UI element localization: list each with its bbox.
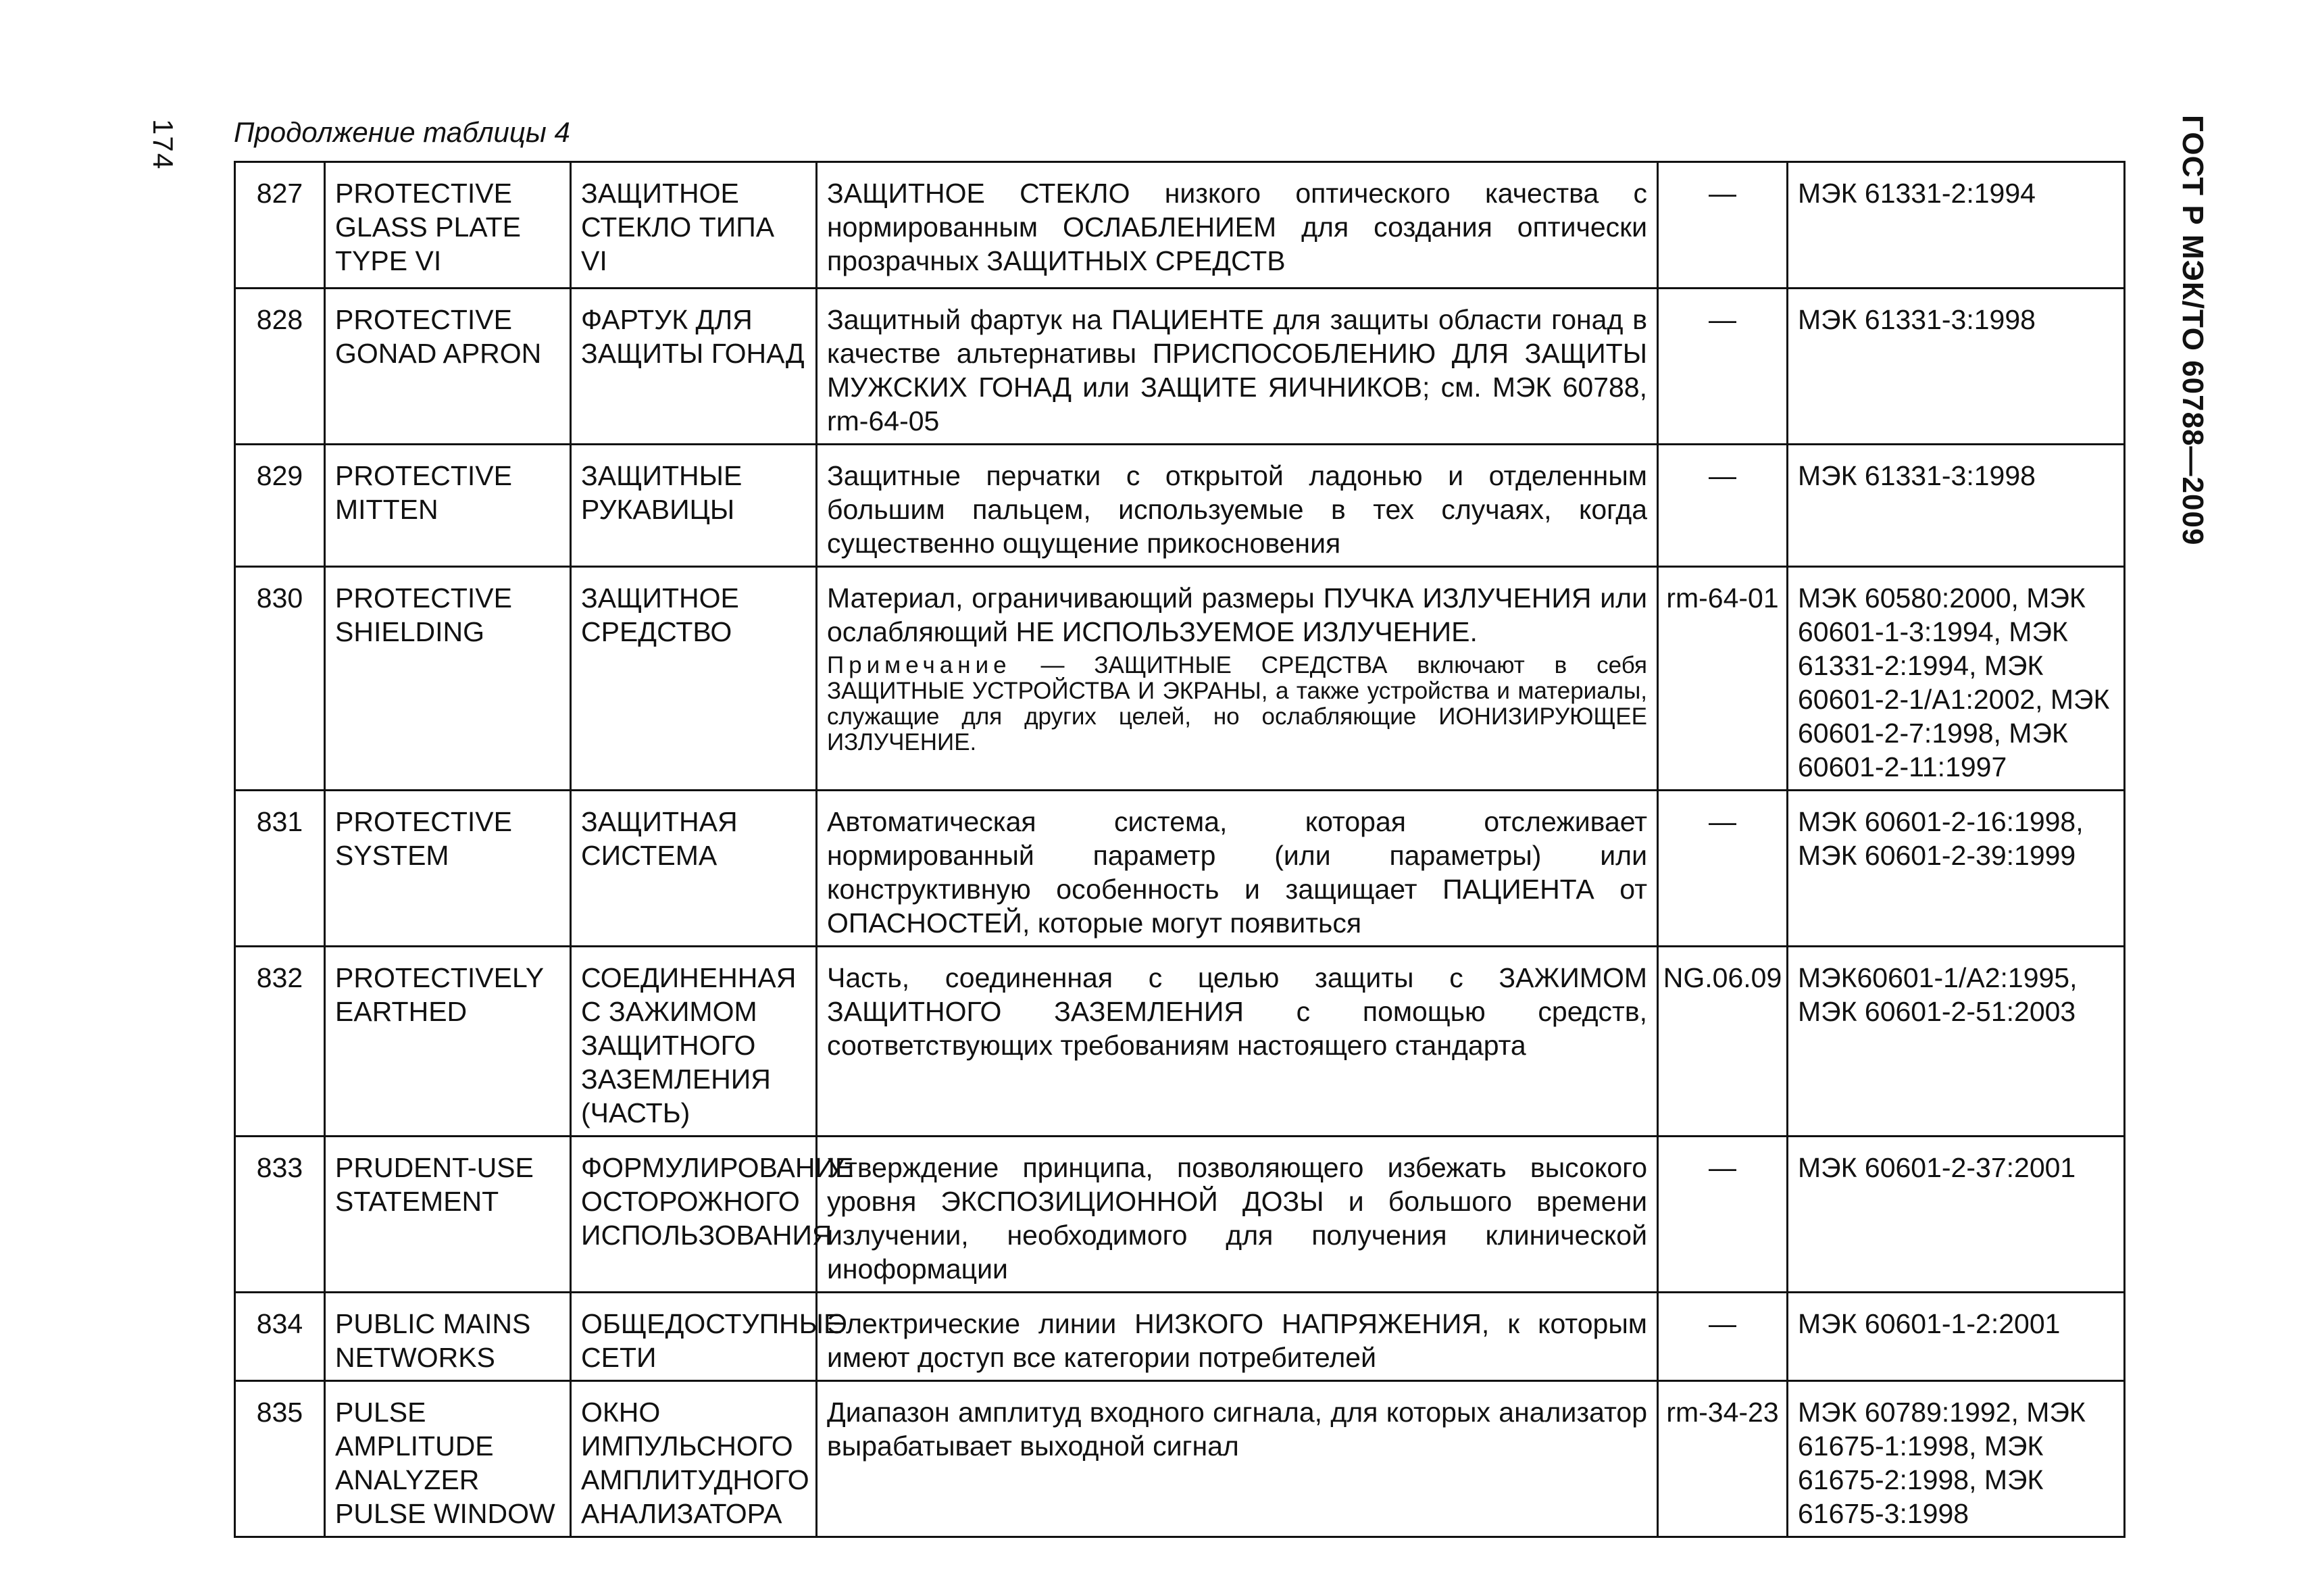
term-russian: ЗАЩИТНОЕ СТЕКЛО ТИПА VI [571, 162, 817, 289]
term-number: 828 [235, 289, 325, 445]
term-standards: МЭК60601-1/А2:1995, МЭК 60601-2-51:2003 [1788, 947, 2125, 1137]
document-code: ГОСТ Р МЭК/ТО 60788—2009 [2176, 115, 2209, 546]
term-russian: ЗАЩИТНОЕ СРЕДСТВО [571, 567, 817, 791]
note-text: — ЗАЩИТНЫЕ СРЕДСТВА включают в себя ЗАЩИТНЫЕ УСТРОЙСТВА И ЭКРАНЫ, а также устройства и материалы, служащие для других целей, но ослабляющие ИОНИЗИРУЮЩЕЕ ИЗЛУЧЕНИЕ. [827, 652, 1647, 755]
definition-text: Защитные перчатки с открытой ладонью и отделенным большим пальцем, используемые в тех случаях, когда существенно ощущение прикосновения [827, 460, 1647, 559]
note-label: Примечание [827, 652, 1011, 678]
term-russian: ФАРТУК ДЛЯ ЗАЩИТЫ ГОНАД [571, 289, 817, 445]
term-english: PROTECTIVE SYSTEM [325, 791, 571, 947]
definition-note [827, 653, 1647, 755]
term-definition [817, 1293, 1658, 1381]
term-russian: ОКНО ИМПУЛЬСНОГО АМПЛИТУДНОГО АНАЛИЗАТОРА [571, 1381, 817, 1537]
term-english: PROTECTIVE GLASS PLATE TYPE VI [325, 162, 571, 289]
definition-text: Материал, ограничивающий размеры ПУЧКА ИЗЛУЧЕНИЯ или ослабляющий НЕ ИСПОЛЬЗУЕМОЕ ИЗЛУЧЕНИЕ. [827, 582, 1647, 647]
table-row [235, 791, 2125, 947]
term-reference: — [1658, 1293, 1788, 1381]
term-reference: — [1658, 162, 1788, 289]
term-russian: ОБЩЕДОСТУПНЫЕ СЕТИ [571, 1293, 817, 1381]
term-definition [817, 947, 1658, 1137]
term-standards: МЭК 60580:2000, МЭК 60601-1-3:1994, МЭК 61331-2:1994, МЭК 60601-2-1/А1:2002, МЭК 60601-2-7:1998, МЭК 60601-2-11:1997 [1788, 567, 2125, 791]
definition-text: ЗАЩИТНОЕ СТЕКЛО низкого оптического качества с нормированным ОСЛАБЛЕНИЕМ для создания оптически прозрачных ЗАЩИТНЫХ СРЕДСТВ [827, 178, 1647, 276]
term-definition [817, 567, 1658, 791]
term-english: PUBLIC MAINS NETWORKS [325, 1293, 571, 1381]
term-reference: — [1658, 289, 1788, 445]
definition-text: Электрические линии НИЗКОГО НАПРЯЖЕНИЯ, к которым имеют доступ все категории потребителей [827, 1308, 1647, 1373]
table-row [235, 1137, 2125, 1293]
table-row [235, 1293, 2125, 1381]
table-row [235, 445, 2125, 567]
term-number: 834 [235, 1293, 325, 1381]
term-reference: rm-34-23 [1658, 1381, 1788, 1537]
term-number: 835 [235, 1381, 325, 1537]
terms-table [234, 161, 2126, 1538]
term-reference: — [1658, 445, 1788, 567]
term-number: 829 [235, 445, 325, 567]
term-standards: МЭК 60601-2-16:1998, МЭК 60601-2-39:1999 [1788, 791, 2125, 947]
term-number: 833 [235, 1137, 325, 1293]
term-reference: — [1658, 791, 1788, 947]
term-reference: — [1658, 1137, 1788, 1293]
term-number: 832 [235, 947, 325, 1137]
term-number: 831 [235, 791, 325, 947]
term-definition [817, 289, 1658, 445]
table-row [235, 947, 2125, 1137]
term-russian: ЗАЩИТНАЯ СИСТЕМА [571, 791, 817, 947]
definition-text: Диапазон амплитуд входного сигнала, для которых анализатор вырабатывает выходной сигнал [827, 1397, 1647, 1462]
term-definition [817, 162, 1658, 289]
term-english: PROTECTIVE MITTEN [325, 445, 571, 567]
term-number: 830 [235, 567, 325, 791]
definition-text: Утверждение принципа, позволяющего избежать высокого уровня ЭКСПОЗИЦИОННОЙ ДОЗЫ и большого времени излучении, необходимого для получения клинической иноформации [827, 1152, 1647, 1285]
term-reference: NG.06.09 [1658, 947, 1788, 1137]
table-row [235, 1381, 2125, 1537]
term-russian: ЗАЩИТНЫЕ РУКАВИЦЫ [571, 445, 817, 567]
term-english: PROTECTIVELY EARTHED [325, 947, 571, 1137]
term-definition [817, 445, 1658, 567]
definition-text: Защитный фартук на ПАЦИЕНТЕ для защиты области гонад в качестве альтернативы ПРИСПОСОБЛЕНИЮ ДЛЯ ЗАЩИТЫ МУЖСКИХ ГОНАД или ЗАЩИТЕ ЯИЧНИКОВ; см. МЭК 60788, rm-64-05 [827, 304, 1647, 437]
table-row [235, 162, 2125, 289]
term-standards: МЭК 61331-2:1994 [1788, 162, 2125, 289]
term-english: PRUDENT-USE STATEMENT [325, 1137, 571, 1293]
term-english: PROTECTIVE GONAD APRON [325, 289, 571, 445]
term-standards: МЭК 60601-1-2:2001 [1788, 1293, 2125, 1381]
term-definition [817, 791, 1658, 947]
term-russian: ФОРМУЛИРОВАНИЕ ОСТОРОЖНОГО ИСПОЛЬЗОВАНИЯ [571, 1137, 817, 1293]
definition-text: Автоматическая система, которая отслеживает нормированный параметр (или параметры) или конструктивную особенность и защищает ПАЦИЕНТА от ОПАСНОСТЕЙ, которые могут появиться [827, 806, 1647, 939]
term-english: PROTECTIVE SHIELDING [325, 567, 571, 791]
term-standards: МЭК 60789:1992, МЭК 61675-1:1998, МЭК 61675-2:1998, МЭК 61675-3:1998 [1788, 1381, 2125, 1537]
term-standards: МЭК 61331-3:1998 [1788, 445, 2125, 567]
term-definition [817, 1381, 1658, 1537]
term-russian: СОЕДИНЕННАЯ С ЗАЖИМОМ ЗАЩИТНОГО ЗАЗЕМЛЕНИЯ (ЧАСТЬ) [571, 947, 817, 1137]
definition-text: Часть, соединенная с целью защиты с ЗАЖИМОМ ЗАЩИТНОГО ЗАЗЕМЛЕНИЯ с помощью средств, соответствующих требованиям настоящего стандарта [827, 962, 1647, 1061]
running-head: Продолжение таблицы 4 [234, 116, 570, 148]
term-standards: МЭК 60601-2-37:2001 [1788, 1137, 2125, 1293]
term-definition [817, 1137, 1658, 1293]
page-number: 174 [147, 119, 179, 171]
term-number: 827 [235, 162, 325, 289]
term-standards: МЭК 61331-3:1998 [1788, 289, 2125, 445]
table-row [235, 289, 2125, 445]
term-english: PULSE AMPLITUDE ANALYZER PULSE WINDOW [325, 1381, 571, 1537]
term-reference: rm-64-01 [1658, 567, 1788, 791]
table-row [235, 567, 2125, 791]
